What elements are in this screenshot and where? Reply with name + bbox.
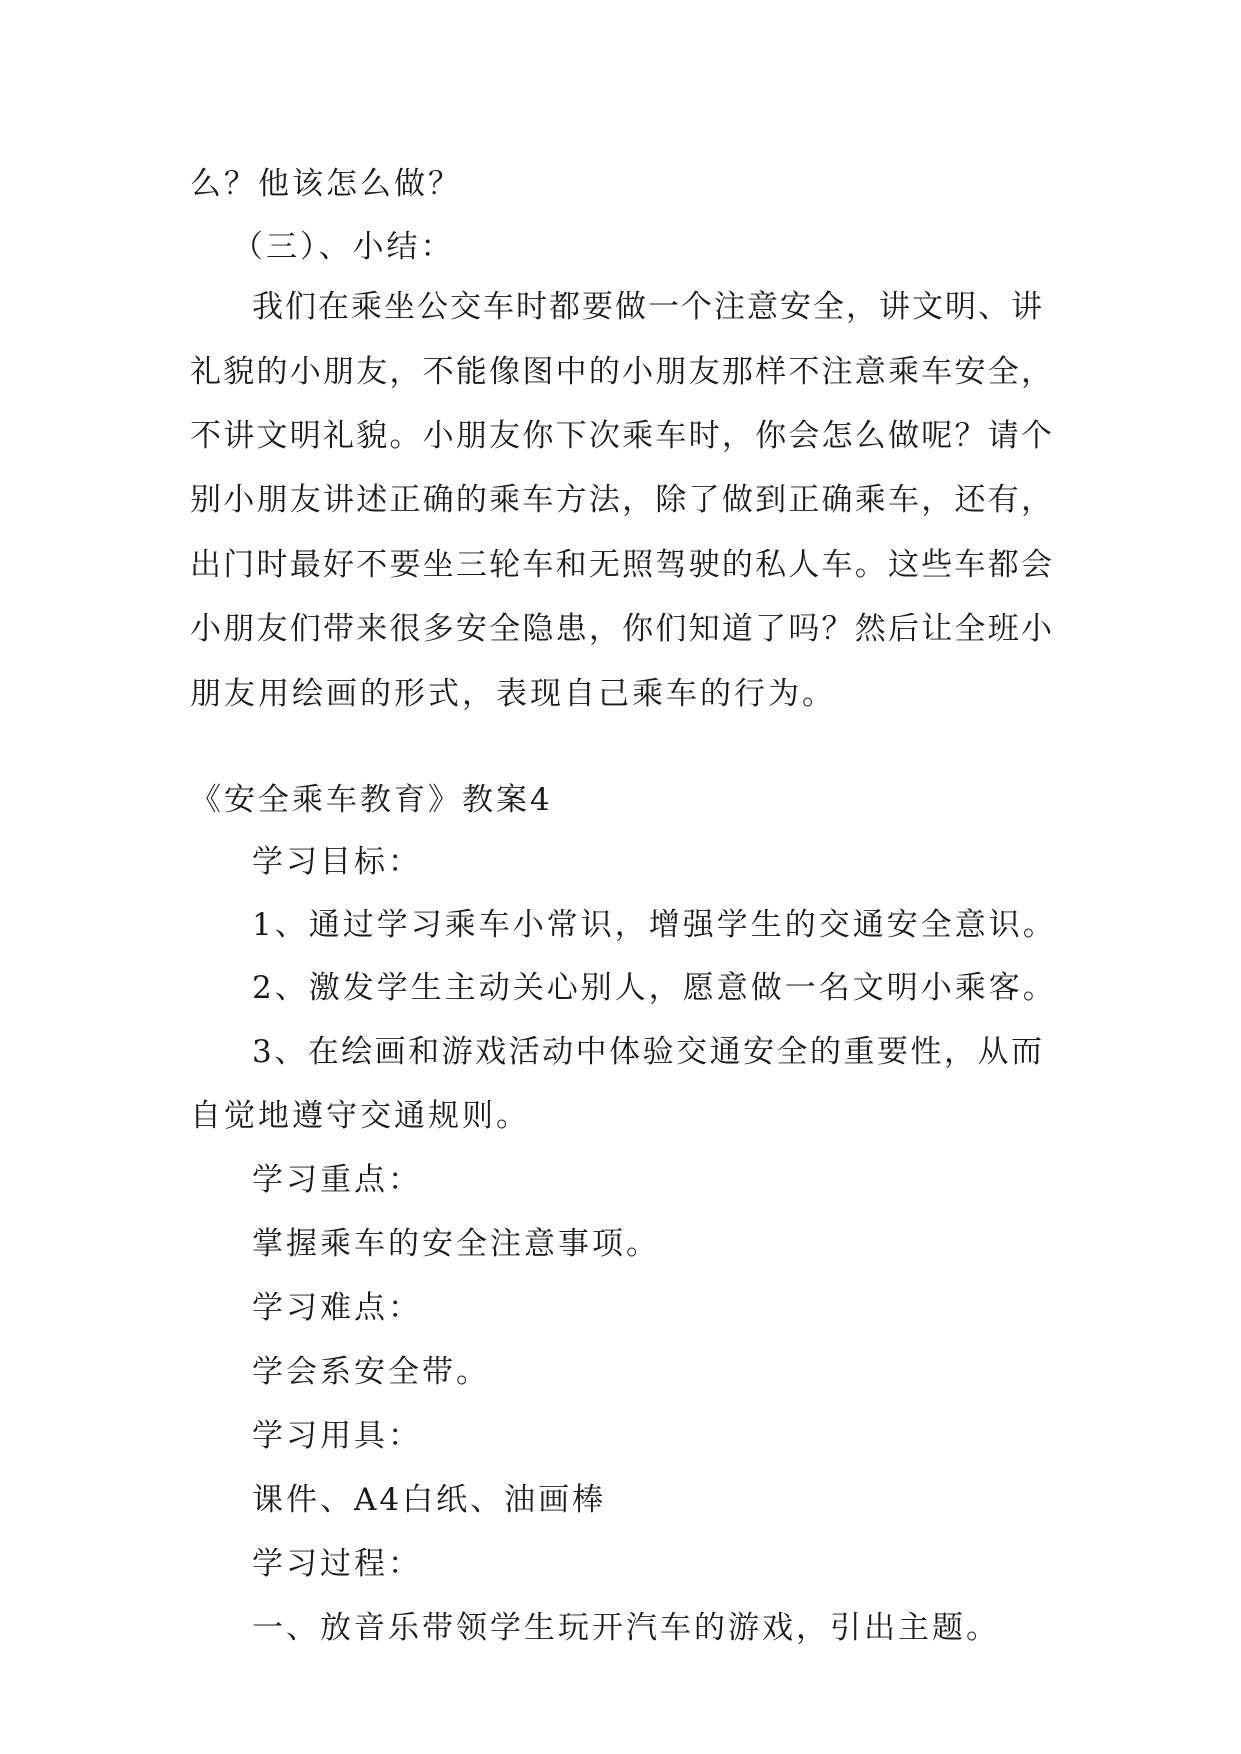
paragraph-line: 不讲文明礼貌。小朋友你下次乘车时，你会怎么做呢？请个 [190,418,1052,454]
paragraph-line: 一、放音乐带领学生玩开汽车的游戏，引出主题。 [252,1610,1000,1646]
paragraph-line: 掌握乘车的安全注意事项。 [252,1226,660,1262]
section-heading: 学习重点： [252,1162,422,1198]
paragraph-line: 课件、A4白纸、油画棒 [252,1482,607,1518]
list-item: 2、激发学生主动关心别人，愿意做一名文明小乘客。 [252,970,1057,1006]
section-heading: 学习目标： [252,844,422,880]
paragraph-line: 别小朋友讲述正确的乘车方法，除了做到正确乘车，还有， [190,482,1052,518]
paragraph-line: 我们在乘坐公交车时都要做一个注意安全，讲文明、讲 [252,289,1042,325]
list-item: 3、在绘画和游戏活动中体验交通安全的重要性，从而 [252,1034,1042,1070]
list-item-continuation: 自觉地遵守交通规则。 [190,1098,530,1134]
paragraph-line: 小朋友们带来很多安全隐患，你们知道了吗？然后让全班小 [190,611,1052,647]
list-item: 1、通过学习乘车小常识，增强学生的交通安全意识。 [252,907,1057,943]
section-heading: 学习过程： [252,1546,422,1582]
section-heading: 学习难点： [252,1290,422,1326]
section-heading: （三）、小结： [232,229,455,265]
paragraph-line: 出门时最好不要坐三轮车和无照驾驶的私人车。这些车都会 [190,547,1052,583]
paragraph-line: 学会系安全带。 [252,1354,490,1390]
section-heading: 学习用具： [252,1418,422,1454]
paragraph-line: 朋友用绘画的形式，表现自己乘车的行为。 [190,676,836,712]
paragraph-line: 礼貌的小朋友，不能像图中的小朋友那样不注意乘车安全， [190,354,1052,390]
document-title: 《安全乘车教育》教案4 [190,782,553,818]
paragraph-line: 么？他该怎么做？ [190,166,462,202]
